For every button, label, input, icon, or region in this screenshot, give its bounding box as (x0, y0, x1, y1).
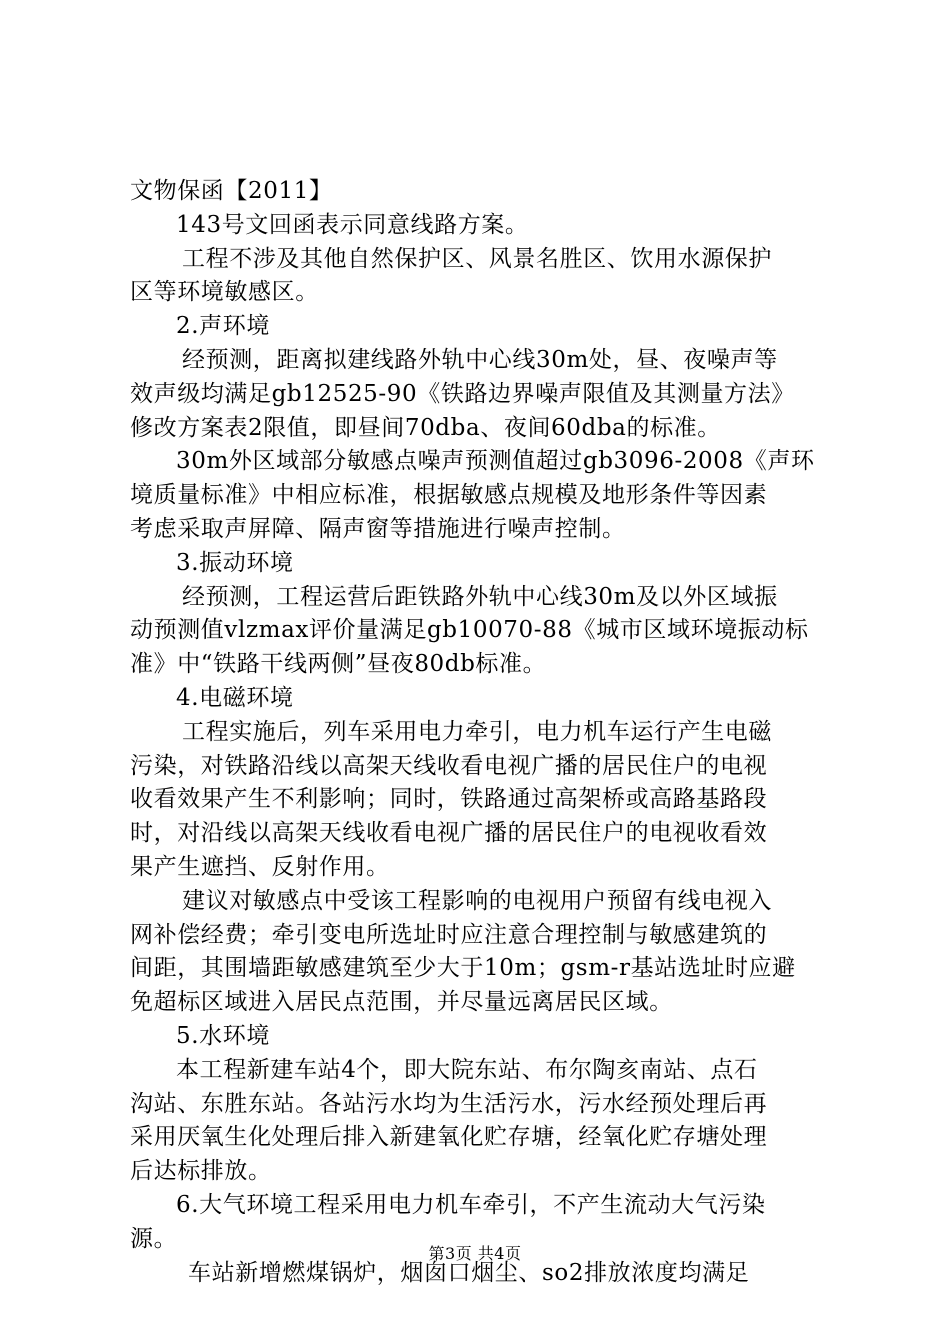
text-line: 效声级均满足gb12525-90《铁路边界噪声限值及其测量方法》 (130, 380, 795, 407)
section-heading: 6.大气环境工程采用电力机车牵引，不产生流动大气污染 (176, 1191, 766, 1218)
text-line: 源。 (130, 1225, 178, 1252)
text-line: 区等环境敏感区。 (130, 279, 319, 306)
section-heading: 2.声环境 (176, 313, 270, 340)
text-line: 工程不涉及其他自然保护区、风景名胜区、饮用水源保护 (182, 245, 772, 272)
text-line: 工程实施后，列车采用电力牵引，电力机车运行产生电磁 (182, 718, 772, 745)
section-heading: 5.水环境 (176, 1022, 270, 1049)
text-line: 车站新增燃煤锅炉，烟囱口烟尘、so2排放浓度均满足 (188, 1259, 750, 1286)
text-line: 果产生遮挡、反射作用。 (130, 853, 390, 880)
text-line: 境质量标准》中相应标准，根据敏感点规模及地形条件等因素 (130, 482, 768, 509)
text-line: 污染，对铁路沿线以高架天线收看电视广播的居民住户的电视 (130, 752, 768, 779)
text-line: 时，对沿线以高架天线收看电视广播的居民住户的电视收看效 (130, 820, 768, 847)
text-line: 修改方案表2限值，即昼间70dba、夜间60dba的标准。 (130, 414, 721, 441)
page-number-footer: 第3页 共4页 (428, 1244, 522, 1263)
text-line: 经预测，工程运营后距铁路外轨中心线30m及以外区域振 (182, 583, 778, 610)
text-line: 动预测值vlzmax评价量满足gb10070-88《城市区域环境振动标 (130, 617, 809, 644)
text-line: 沟站、东胜东站。各站污水均为生活污水，污水经预处理后再 (130, 1090, 768, 1117)
text-line: 免超标区域进入居民点范围，并尽量远离居民区域。 (130, 989, 673, 1016)
text-line: 网补偿经费；牵引变电所选址时应注意合理控制与敏感建筑的 (130, 921, 768, 948)
text-line: 本工程新建车站4个，即大院东站、布尔陶亥南站、点石 (176, 1056, 758, 1083)
text-line: 文物保函【2011】 (130, 178, 333, 204)
text-line: 建议对敏感点中受该工程影响的电视用户预留有线电视入 (182, 887, 772, 914)
text-line: 经预测，距离拟建线路外轨中心线30m处，昼、夜噪声等 (182, 346, 778, 373)
text-line: 143号文回函表示同意线路方案。 (176, 211, 529, 238)
document-body (130, 175, 830, 1290)
text-line: 采用厌氧生化处理后排入新建氧化贮存塘，经氧化贮存塘处理 (130, 1124, 768, 1151)
text-line: 收看效果产生不利影响；同时，铁路通过高架桥或高路基路段 (130, 786, 768, 813)
section-heading: 4.电磁环境 (176, 684, 294, 711)
text-line: 考虑采取声屏障、隔声窗等措施进行噪声控制。 (130, 515, 626, 542)
text-line: 间距，其围墙距敏感建筑至少大于10m；gsm-r基站选址时应避 (130, 955, 796, 982)
text-line: 30m外区域部分敏感点噪声预测值超过gb3096-2008《声环 (176, 448, 815, 475)
text-line: 准》中“铁路干线两侧”昼夜80db标准。 (130, 651, 547, 678)
section-heading: 3.振动环境 (176, 549, 294, 576)
text-line: 后达标排放。 (130, 1158, 272, 1185)
